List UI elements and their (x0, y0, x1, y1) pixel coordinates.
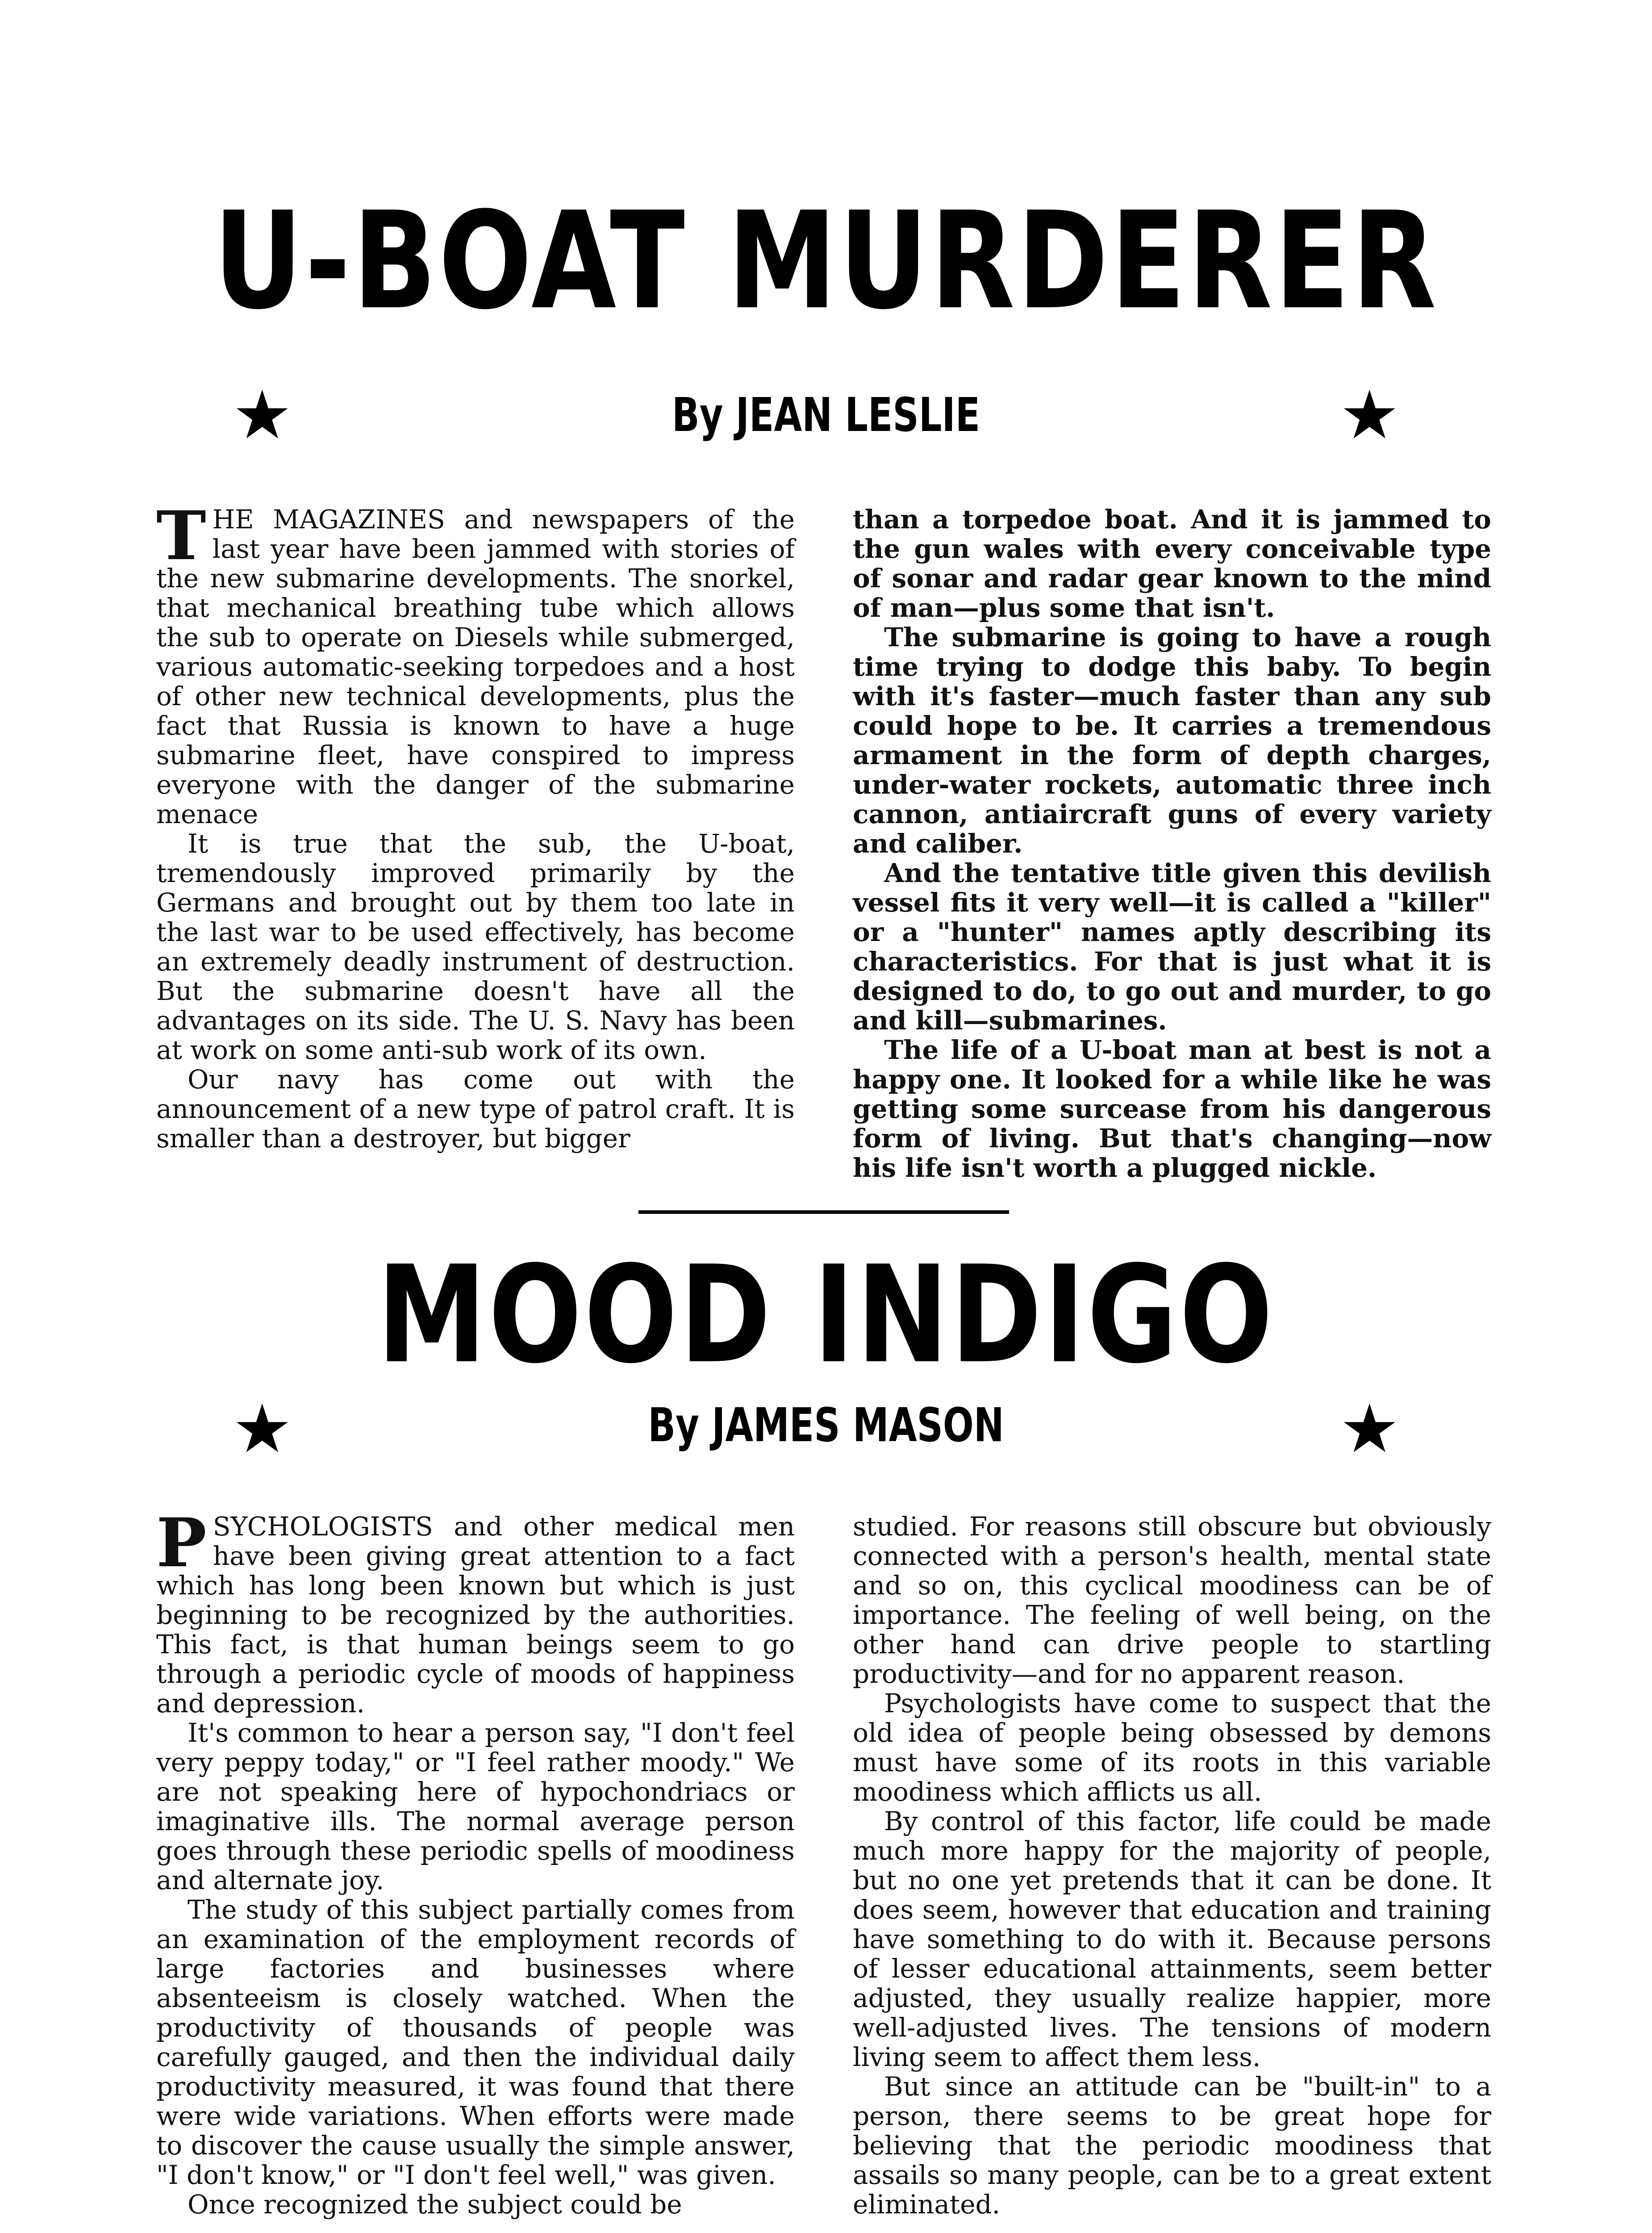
paragraph: But since an attitude can be "built-in" to a person, there seems to be great hope for believing that the periodic moodiness that assails so many people, can be to a great extent eliminated. (853, 2071, 1491, 2220)
paragraph: The submarine is going to have a rough time trying to dodge this baby. To begin with it's faster—much faster than any sub could hope to be. It carries a tremendous armament in the form of depth charges, under-water rockets, automatic three inch cannon, antiaircraft guns of every variety and caliber. (853, 622, 1491, 859)
text-column-right (853, 505, 1491, 1192)
paragraph: The study of this subject partially comes from an examination of the employment records of large factories and businesses where absenteeism is closely watched. When the productivity of thousands of people was carefully gauged, and then the individual daily productivity measured, it was found that there were wide variations. When efforts were made to discover the cause usually the simple answer, "I don't know," or "I don't feel well," was given. (156, 1894, 795, 2190)
paragraph: It's common to hear a person say, "I don't feel very peppy today," or "I feel rather moody." We are not speaking here of hypochondriacs or imaginative ills. The normal average person goes through these periodic spells of moodiness and alternate joy. (156, 1718, 795, 1895)
paragraph: By control of this factor, life could be made much more happy for the majority of people, but no one yet pretends that it can be done. It does seem, however that education and training have something to do with it. Because persons of lesser educational attainments, seem better adjusted, they usually realize happier, more well-adjusted lives. The tensions of modern living seem to affect them less. (853, 1806, 1491, 2072)
article-body (156, 1504, 1491, 2233)
star-ornament-icon: ★ (1339, 376, 1400, 454)
article-byline: By JEAN LESLIE (672, 388, 980, 442)
paragraph: Psychologists have come to suspect that the old idea of people being obsessed by demons must have some of its roots in this variable moodiness which afflicts us all. (853, 1688, 1491, 1807)
paragraph: The life of a U-boat man at best is not a happy one. It looked for a while like he was getting some surcease from his dangerous form of living. But that's changing—now his life isn't worth a plugged nickle. (853, 1035, 1491, 1183)
star-ornament-icon: ★ (1339, 1390, 1400, 1468)
text-column-left (156, 1504, 795, 2233)
article-title: U-BOAT MURDERER (213, 183, 1439, 339)
text-column-left (156, 497, 795, 1192)
drop-cap: T (156, 497, 206, 575)
paragraph: studied. For reasons still obscure but obviously connected with a person's health, mental state and so on, this cyclical moodiness can be of importance. The feeling of well being, on the other hand can drive people to startling productivity—and for no apparent reason. (853, 1511, 1491, 1689)
paragraph: than a torpedoe boat. And it is jammed to the gun wales with every conceivable type of sonar and radar gear known to the mind of man—plus some that isn't. (853, 504, 1491, 623)
paragraph: It is true that the sub, the U-boat, tremendously improved primarily by the Germans and brought out by them too late in the last war to be used effectively, has become an extremely deadly instrument of destruction. But the submarine doesn't have all the advantages on its side. The U. S. Navy has been at work on some anti-sub work of its own. (156, 828, 795, 1065)
divider-rule (638, 1210, 1009, 1214)
paragraph: THE MAGAZINES and newspapers of the last year have been jammed with stories of the new submarine developments. The snorkel, that mechanical breathing tube which allows the sub to operate on Diesels while submerged, various automatic-seeking torpedoes and a host of other new technical developments, plus the fact that Russia is known to have a huge submarine fleet, have conspired to impress everyone with the danger of the submarine menace (156, 497, 795, 829)
article-byline: By JAMES MASON (648, 1398, 1004, 1452)
paragraph: Once recognized the subject could be (188, 2189, 682, 2220)
text-column-right (853, 1512, 1491, 2233)
paragraph: Our navy has come out with the announcement of a new type of patrol craft. It is smaller than a destroyer, but bigger (156, 1064, 795, 1154)
article-body (156, 497, 1491, 1192)
paragraph: And the tentative title given this devilish vessel fits it very well—it is called a "killer" or a "hunter" names aptly describing its characteristics. For that is just what it is designed to do, to go out and murder, to go and kill—submarines. (853, 858, 1491, 1036)
drop-cap: P (156, 1504, 207, 1582)
article-title: MOOD INDIGO (377, 1237, 1275, 1393)
paragraph: PSYCHOLOGISTS and other medical men have been giving great attention to a fact which has long been known but which is just beginning to be recognized by the authorities. This fact, is that human beings seem to go through a periodic cycle of moods of happiness and depression. (156, 1504, 795, 1719)
star-ornament-icon: ★ (232, 376, 292, 454)
star-ornament-icon: ★ (232, 1390, 292, 1468)
